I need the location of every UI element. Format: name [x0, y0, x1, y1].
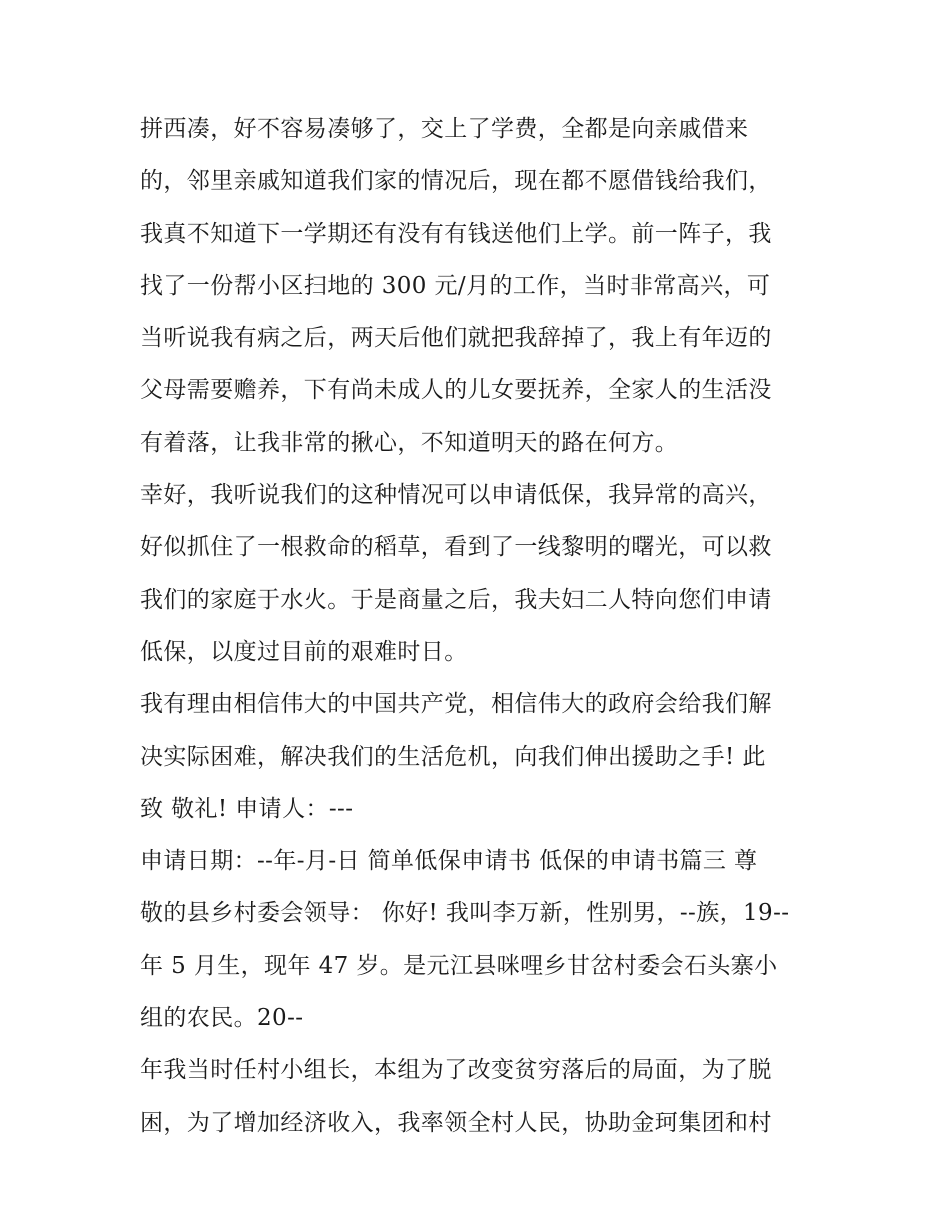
text-line: 的，邻里亲戚知道我们家的情况后，现在都不愿借钱给我们， [140, 168, 772, 195]
text-line: 我有理由相信伟大的中国共产党，相信伟大的政府会给我们解 [140, 691, 772, 718]
text-line: 年我当时任村小组长，本组为了改变贫穷落后的局面，为了脱 [140, 1057, 772, 1084]
text-line: 敬的县乡村委会领导： 你好! 我叫李万新，性别男，--族，19-- [140, 900, 790, 927]
text-line: 决实际困难，解决我们的生活危机，向我们伸出援助之手! 此 [140, 743, 766, 770]
text-line: 组的农民。20-- [140, 1005, 304, 1032]
body-text [140, 103, 820, 1149]
text-line: 我们的家庭于水火。于是商量之后，我夫妇二人特向您们申请 [140, 586, 772, 613]
text-line: 找了一份帮小区扫地的 300 元/月的工作，当时非常高兴，可 [140, 272, 771, 299]
text-line: 当听说我有病之后，两天后他们就把我辞掉了，我上有年迈的 [140, 325, 772, 352]
text-line: 有着落，让我非常的揪心，不知道明天的路在何方。 [140, 429, 679, 456]
text-line: 我真不知道下一学期还有没有有钱送他们上学。前一阵子，我 [140, 220, 772, 247]
text-line: 幸好，我听说我们的这种情况可以申请低保，我异常的高兴， [140, 482, 772, 509]
text-line: 好似抓住了一根救命的稻草，看到了一线黎明的曙光，可以救 [140, 534, 772, 561]
text-line: 年 5 月生，现年 47 岁。是元江县咪哩乡甘岔村委会石头寨小 [140, 952, 778, 979]
text-line: 拼西凑，好不容易凑够了，交上了学费，全都是向亲戚借来 [140, 116, 749, 142]
text-line: 致 敬礼! 申请人：--- [140, 795, 354, 822]
text-line: 父母需要赡养，下有尚未成人的儿女要抚养，全家人的生活没 [140, 377, 772, 404]
text-line: 申请日期：--年-月-日 简单低保申请书 低保的申请书篇三 尊 [140, 848, 758, 875]
text-line: 困，为了增加经济收入，我率领全村人民，协助金珂集团和村 [140, 1109, 772, 1136]
text-line: 低保，以度过目前的艰难时日。 [140, 638, 468, 665]
